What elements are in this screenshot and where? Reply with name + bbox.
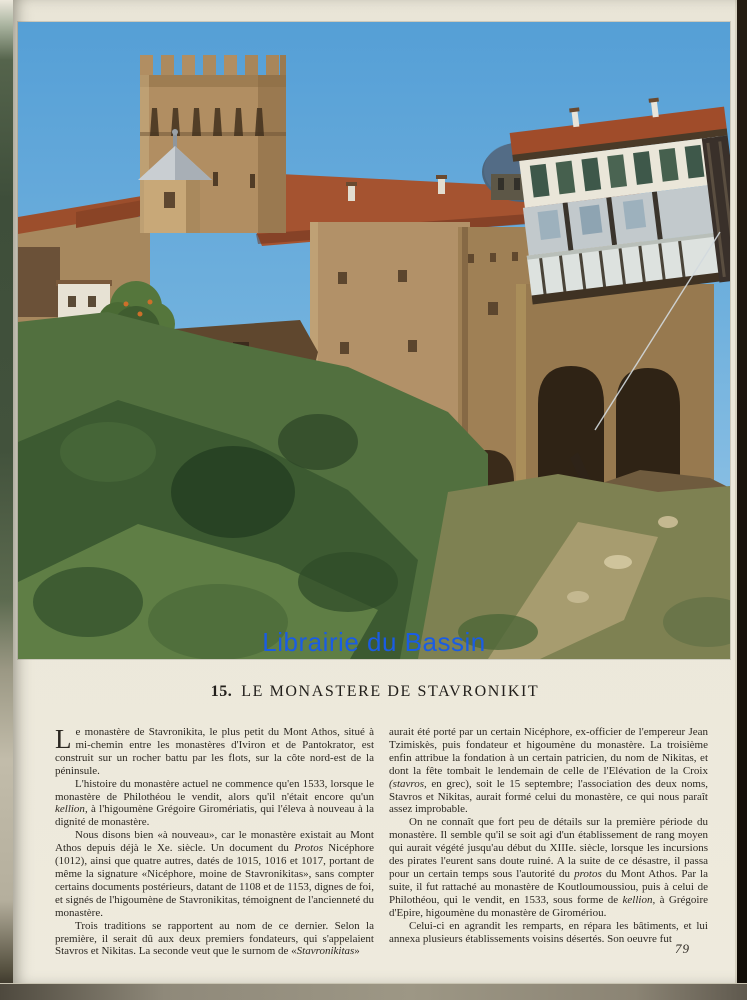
text-run: e monastère de Stavronikita, le plus petit du Mont Athos, situé à mi-chemin entre les monastères d'Iviron et de Pantokrator, est construit sur un rocher battu par les flots, sur la côte nord-est de la péninsule. [55, 726, 374, 777]
paragraph [389, 816, 708, 919]
italic-text-run: kellion, [622, 893, 656, 906]
monastery-photo [18, 22, 730, 659]
italic-text-run: kellion [55, 803, 85, 816]
text-run: » [354, 945, 360, 958]
italic-text-run: Protos [294, 842, 324, 855]
drop-cap: L [55, 724, 72, 754]
text-run: en grec), soit le 15 septembre; l'association des deux noms, Stavros et Nikitas, aurait formé celui du monastère, ce qui nous paraît assez improbable. [389, 777, 708, 816]
italic-text-run: (stavros, [389, 777, 427, 790]
chapter-number: 15. [210, 683, 233, 700]
paragraph [55, 829, 374, 919]
paragraph [55, 920, 374, 959]
text-run: L'histoire du monastère actuel ne commence qu'en 1533, lorsque le monastère de Philothéou le vendit, alors qu'il n'était encore qu'un [55, 777, 374, 803]
book-page [13, 0, 737, 983]
text-run: Nous disons bien «à nouveau», car le monastère existait au Mont Athos depuis déjà le Xe. siècle. Un document du [55, 829, 374, 855]
text-run: à Grégoire d'Epire, higoumène du monastère de Giromériou. [389, 893, 708, 919]
page-number: 79 [675, 941, 690, 956]
text-run: Celui-ci en agrandit les remparts, en répara les bâtiments, et lui annexa plusieurs établissements voisins désertés. Son oeuvre fut [389, 919, 708, 945]
chapter-title-text: LE MONASTERE DE STAVRONIKIT [241, 683, 540, 700]
text-run: Nicéphore (1012), ainsi que quatre autres, datés de 1015, 1016 et 1017, portant de même la signature «Nicéphore, moine de Stavronikitas», sans compter certains documents postérieurs, datant de 1108 et de 1153, dignes de foi, et signés de l'higoumène de Stavronikitas, témoignent de l'ancienneté du monastère. [55, 842, 375, 919]
paragraph [55, 726, 374, 778]
text-run: , à l'higoumène Grégoire Giromériatis, qui l'éleva à nouveau à la dignité de monastère. [55, 803, 374, 829]
book-bottom-pages-edge [0, 983, 747, 1000]
italic-text-run: Stavronikitas [296, 945, 355, 958]
body-text [55, 726, 708, 958]
text-column-left [55, 726, 374, 958]
paragraph [389, 726, 708, 816]
paragraph [55, 778, 374, 830]
text-run: Trois traditions se rapportent au nom de ce dernier. Selon la première, il serait dû aux deux premiers fondateurs, qui s'appelaient Stavros et Nikitas. La seconde veut que le surnom de « [55, 919, 374, 958]
book-left-pages-edge [0, 0, 13, 1000]
text-run: du Mont Athos. Par la suite, il fut rattaché au monastère de Koutloumoussiou, puis à celui de Philothéou, qui le vendit, en 1533, sous forme de [389, 867, 708, 906]
text-column-right [389, 726, 708, 958]
text-run: aurait été porté par un certain Nicéphore, ex-officier de l'empereur Jean Tzimiskès, puis fondateur et higoumène du monastère. La troisième enfin attribue la fondation à un certain patricien, du nom de Nikitas, et dont la fête tombait le lendemain de celle de l'Elévation de la Croix [389, 726, 708, 777]
chapter-title [13, 683, 737, 701]
italic-text-run: protos [574, 867, 602, 880]
text-run: On ne connaît que fort peu de détails sur la première période du monastère. Il semble qu'il se soit agi d'un établissement de rang moyen qui aurait végété jusqu'au début du XIIIe. siècle, lorsque les incursions des pirates l'eurent sans doute ruiné. A la suite de ce désastre, il passa pour un certain temps sous l'autorité du [389, 816, 708, 880]
watermark-text: Librairie du Bassin [262, 627, 486, 657]
paragraph [389, 920, 708, 946]
monastery-photo-art [18, 22, 730, 659]
